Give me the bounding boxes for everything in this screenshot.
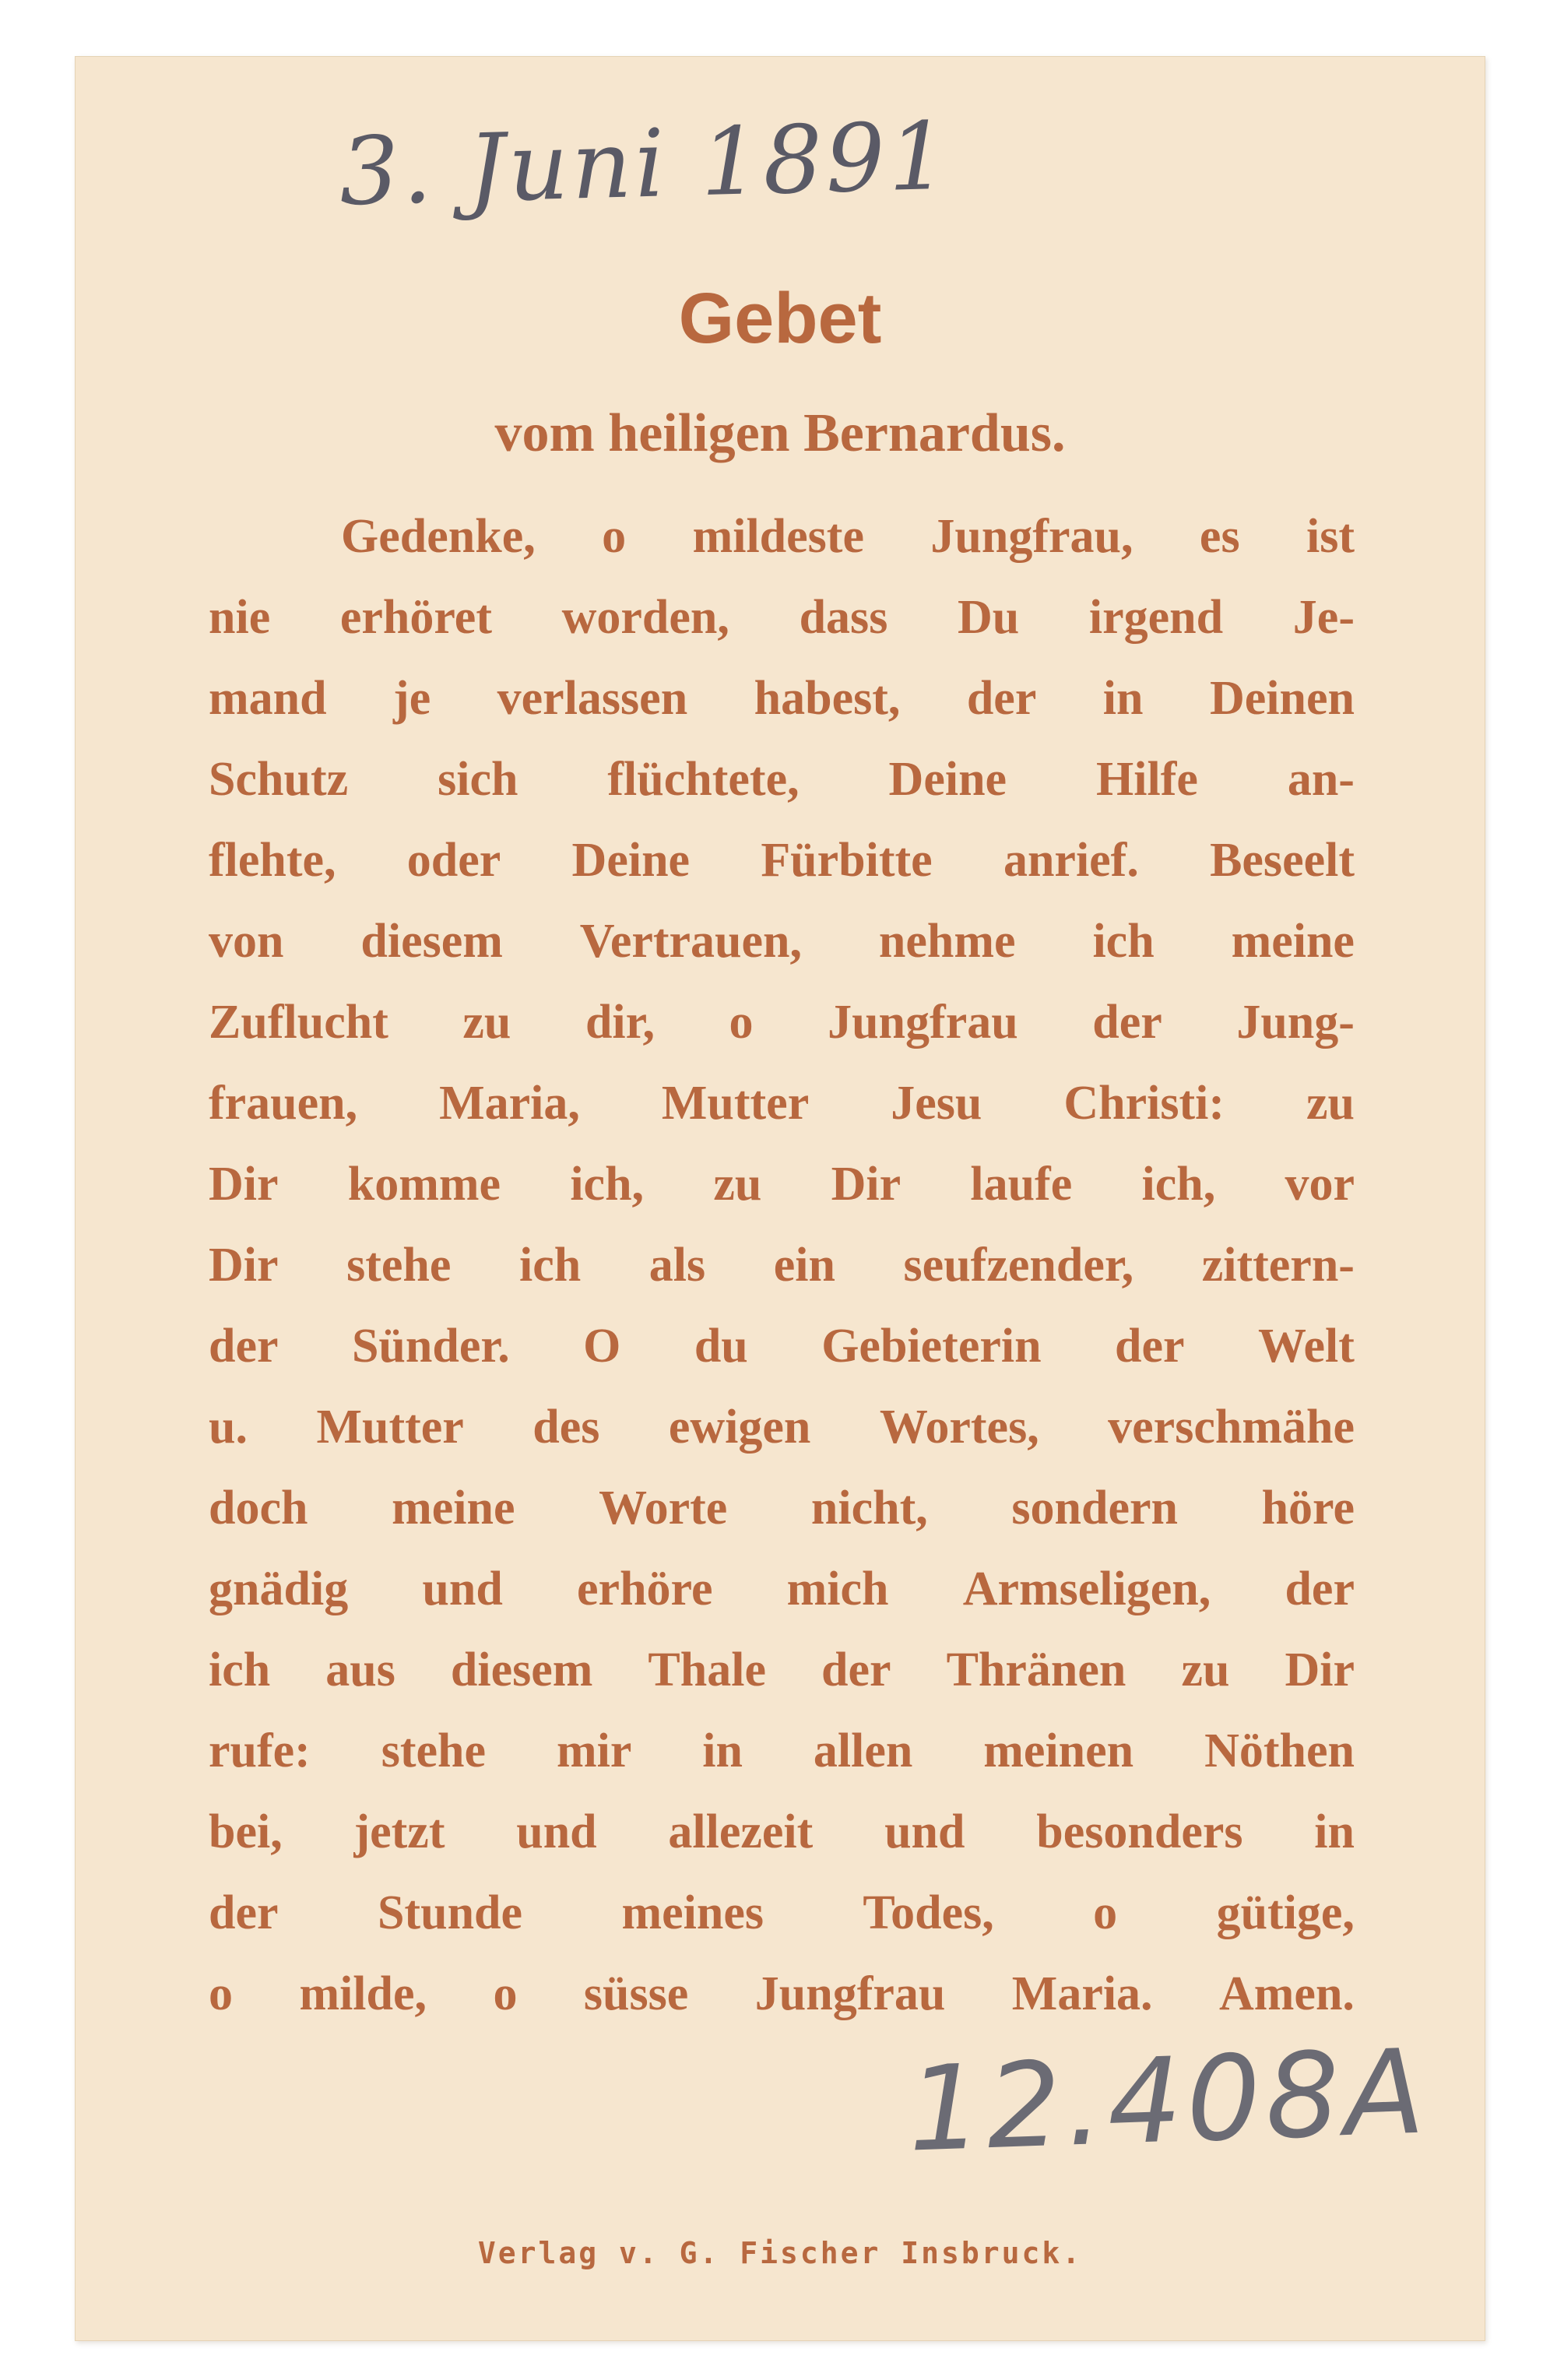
prayer-word: worden, [561,591,729,644]
prayer-word: dass [799,591,888,644]
prayer-line [209,1306,1355,1387]
prayer-word: ich [518,1239,582,1292]
prayer-word: zu [1306,1077,1355,1130]
prayer-word: Vertrauen, [579,915,803,968]
prayer-word: stehe [346,1239,452,1292]
prayer-word: der [209,1886,279,1939]
prayer-word: seufzender, [903,1239,1134,1292]
prayer-word: gnädig [209,1563,349,1615]
prayer-word: Jungfrau [754,1967,946,2020]
prayer-word: u. [209,1401,248,1454]
prayer-word: Gedenke, [341,510,536,563]
prayer-word: anrief. [1003,834,1139,887]
prayer-word: vor [1285,1158,1355,1211]
prayer-word: Worte [599,1482,728,1535]
prayer-word: laufe [970,1158,1073,1211]
prayer-word: Welt [1257,1320,1355,1373]
prayer-word: stehe [381,1724,487,1777]
prayer-line [209,577,1355,658]
prayer-word: zu [1181,1644,1230,1696]
prayer-word: der [1092,996,1162,1049]
prayer-word: aus [325,1644,395,1696]
prayer-word: flehte, [209,834,336,887]
prayer-word: süsse [583,1967,689,2020]
prayer-word: doch [209,1482,308,1535]
prayer-word: mildeste [692,510,864,563]
prayer-word: Sünder. [351,1320,510,1373]
prayer-word: es [1199,510,1240,563]
prayer-word: nicht, [810,1482,928,1535]
prayer-word: ich, [570,1158,645,1211]
prayer-word: meinen [983,1724,1134,1777]
prayer-subtitle: vom heiligen Bernardus. [494,403,1066,463]
prayer-word: Stunde [377,1886,523,1939]
prayer-word: diesem [450,1644,593,1696]
prayer-word: als [648,1239,706,1292]
prayer-word: du [694,1320,748,1373]
prayer-word: Mutter [316,1401,464,1454]
prayer-line [209,1549,1355,1629]
prayer-line [209,1144,1355,1225]
prayer-word: jetzt [353,1805,445,1858]
prayer-line [209,1629,1355,1710]
prayer-word: Deine [571,834,691,887]
prayer-word: mand [209,672,327,725]
prayer-word: rufe: [209,1724,311,1777]
prayer-word: an- [1287,753,1355,806]
prayer-word: Wortes, [879,1401,1039,1454]
prayer-word: ist [1306,510,1355,563]
prayer-word: Dir [209,1239,279,1292]
prayer-word: bei, [209,1805,283,1858]
prayer-word: frauen, [209,1077,358,1130]
prayer-word: Thale [648,1644,767,1696]
prayer-word: ewigen [668,1401,811,1454]
prayer-word: komme [347,1158,501,1211]
prayer-line [209,820,1355,901]
prayer-word: je [393,672,431,725]
prayer-word: mir [556,1724,632,1777]
handwritten-inventory-number: 12.408A [905,2024,1432,2178]
prayer-word: gütige, [1216,1886,1355,1939]
prayer-word: und [884,1805,965,1858]
prayer-word: Beseelt [1210,834,1355,887]
prayer-word: Jungfrau, [930,510,1133,563]
prayer-word: Maria. [1011,1967,1153,2020]
prayer-word: höre [1261,1482,1355,1535]
prayer-word: verschmähe [1108,1401,1355,1454]
prayer-word: milde, [299,1967,427,2020]
publisher-imprint: Verlag v. G. Fischer Insbruck. [477,2236,1083,2270]
prayer-word: mich [786,1563,889,1615]
prayer-word: o [1093,1886,1118,1939]
prayer-word: Dir [209,1158,279,1211]
prayer-word: verlassen [497,672,688,725]
prayer-line [209,982,1355,1063]
prayer-word: von [209,915,284,968]
prayer-word: der [1285,1563,1355,1615]
prayer-line [209,1225,1355,1306]
prayer-word: zu [713,1158,762,1211]
prayer-word: allen [813,1724,913,1777]
prayer-line [209,1468,1355,1549]
prayer-word: Jung- [1236,996,1355,1049]
prayer-word: nehme [878,915,1016,968]
prayer-word: flüchtete, [607,753,800,806]
prayer-word: o [729,996,754,1049]
prayer-line [209,1953,1355,2034]
prayer-word: Fürbitte [761,834,933,887]
prayer-title: Gebet [678,279,882,358]
prayer-word: ich, [1141,1158,1216,1211]
prayer-word: Mutter [661,1077,810,1130]
prayer-word: Nöthen [1204,1724,1355,1777]
prayer-word: zu [462,996,511,1049]
prayer-word: Deinen [1209,672,1355,725]
prayer-word: meines [621,1886,764,1939]
prayer-word: Zuflucht [209,996,388,1049]
prayer-word: diesem [360,915,503,968]
prayer-word: O [583,1320,621,1373]
prayer-line [209,658,1355,739]
prayer-word: Gebieterin [821,1320,1042,1373]
prayer-line [209,901,1355,982]
prayer-word: oder [406,834,501,887]
prayer-word: Amen. [1219,1967,1355,2020]
prayer-line [209,1387,1355,1468]
prayer-word: der [209,1320,279,1373]
prayer-word: und [516,1805,597,1858]
prayer-word: ich [209,1644,271,1696]
prayer-word: ich [1092,915,1155,968]
prayer-word: nie [209,591,271,644]
prayer-word: o [602,510,627,563]
handwritten-date: 3. Juni 1891 [338,102,952,227]
prayer-word: Deine [888,753,1007,806]
prayer-line [209,1710,1355,1791]
prayer-word: der [1115,1320,1185,1373]
prayer-line [209,1791,1355,1872]
prayer-word: erhöre [577,1563,713,1615]
prayer-word: Christi: [1063,1077,1225,1130]
prayer-word: Hilfe [1096,753,1198,806]
prayer-line [209,1063,1355,1144]
prayer-text [209,496,1355,2034]
prayer-word: und [422,1563,503,1615]
prayer-word: meine [1231,915,1355,968]
prayer-word: der [821,1644,891,1696]
prayer-word: o [493,1967,518,2020]
prayer-word: meine [392,1482,515,1535]
prayer-word: zittern- [1201,1239,1355,1292]
prayer-card [75,56,1485,2341]
prayer-word: in [1102,672,1144,725]
prayer-line [209,739,1355,820]
prayer-line [209,496,1355,577]
prayer-word: Thränen [946,1644,1126,1696]
prayer-word: Jesu [891,1077,982,1130]
prayer-word: ein [773,1239,835,1292]
prayer-word: Jungfrau [828,996,1018,1049]
prayer-word: Todes, [863,1886,994,1939]
prayer-word: in [1314,1805,1355,1858]
prayer-word: Maria, [439,1077,580,1130]
prayer-word: in [702,1724,743,1777]
prayer-word: Dir [831,1158,902,1211]
prayer-word: sich [438,753,518,806]
prayer-word: Armseligen, [962,1563,1211,1615]
prayer-line [209,1872,1355,1953]
prayer-word: erhöret [339,591,492,644]
prayer-word: Du [957,591,1020,644]
prayer-word: o [209,1967,233,2020]
prayer-word: irgend [1088,591,1224,644]
prayer-word: allezeit [668,1805,814,1858]
prayer-word: des [532,1401,600,1454]
prayer-word: der [966,672,1037,725]
prayer-word: habest, [754,672,901,725]
prayer-word: Je- [1292,591,1355,644]
prayer-word: sondern [1011,1482,1178,1535]
prayer-word: Dir [1285,1644,1355,1696]
prayer-word: Schutz [209,753,349,806]
prayer-word: dir, [585,996,655,1049]
prayer-word: besonders [1036,1805,1243,1858]
